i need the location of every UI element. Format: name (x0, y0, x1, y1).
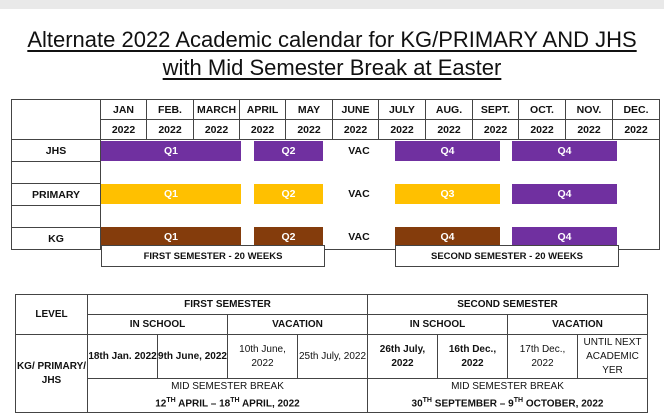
year-cell: 2022 (240, 120, 286, 140)
month-row (12, 100, 660, 120)
level-dates-table (15, 294, 648, 413)
vac-jhs: VAC (348, 145, 370, 157)
level-label-kg: KG (12, 228, 101, 250)
bar-kg-q2: Q2 (254, 227, 323, 247)
bar-jhs-q1: Q1 (101, 141, 241, 161)
level-header: LEVEL (16, 295, 88, 335)
year-cell: 2022 (379, 120, 426, 140)
ss-vac-end: UNTIL NEXT ACADEMIC YER (578, 335, 648, 379)
year-cell: 2022 (519, 120, 566, 140)
vac-kg: VAC (348, 231, 370, 243)
second-semester-header: SECOND SEMESTER (368, 295, 648, 315)
year-row (12, 120, 660, 140)
month-cell: APRIL (240, 100, 286, 120)
bar-kg-q4b: Q4 (512, 227, 617, 247)
vac-primary: VAC (348, 188, 370, 200)
title-line-2: with Mid Semester Break at Easter (162, 55, 502, 80)
corner-cell (12, 120, 101, 140)
bar-primary-q3: Q3 (395, 184, 500, 204)
month-cell: JUNE (333, 100, 379, 120)
fs-vac-start: 10th June, 2022 (228, 335, 298, 379)
first-mid-break-label: MID SEMESTER BREAK (171, 380, 284, 392)
fs-school-start: 18th Jan. 2022 (88, 335, 158, 379)
year-cell: 2022 (473, 120, 519, 140)
month-cell: OCT. (519, 100, 566, 120)
first-semester-label: FIRST SEMESTER - 20 WEEKS (101, 245, 325, 267)
second-mid-break-dates: 30TH SEPTEMBER – 9TH OCTOBER, 2022 (411, 396, 604, 410)
month-cell: JULY (379, 100, 426, 120)
ss-school-start: 26th July, 2022 (368, 335, 438, 379)
month-cell: SEPT. (473, 100, 519, 120)
month-cell: JAN (101, 100, 147, 120)
top-strip (0, 0, 664, 9)
ss-vac-start: 17th Dec., 2022 (508, 335, 578, 379)
bar-jhs-q4a: Q4 (395, 141, 500, 161)
month-cell: NOV. (566, 100, 613, 120)
month-cell: MAY (286, 100, 333, 120)
first-semester-header: FIRST SEMESTER (88, 295, 368, 315)
bar-primary-q4: Q4 (512, 184, 617, 204)
year-cell: 2022 (286, 120, 333, 140)
fs-in-school-header: IN SCHOOL (88, 315, 228, 335)
year-cell: 2022 (566, 120, 613, 140)
bar-kg-q1: Q1 (101, 227, 241, 247)
fs-school-end: 9th June, 2022 (158, 335, 228, 379)
year-cell: 2022 (613, 120, 660, 140)
bar-jhs-q4b: Q4 (512, 141, 617, 161)
ss-school-end: 16th Dec., 2022 (438, 335, 508, 379)
year-cell: 2022 (147, 120, 194, 140)
spacer-row (12, 206, 660, 228)
ss-in-school-header: IN SCHOOL (368, 315, 508, 335)
bar-primary-q1: Q1 (101, 184, 241, 204)
second-mid-break (368, 379, 648, 413)
year-cell: 2022 (194, 120, 240, 140)
level-value: KG/ PRIMARY/ JHS (16, 335, 88, 413)
ss-vacation-header: VACATION (508, 315, 648, 335)
month-cell: MARCH (194, 100, 240, 120)
title-line-1: Alternate 2022 Academic calendar for KG/PRIMARY AND JHS (27, 27, 637, 52)
bar-primary-q2: Q2 (254, 184, 323, 204)
fs-vac-end: 25th July, 2022 (298, 335, 368, 379)
month-cell: DEC. (613, 100, 660, 120)
month-cell: AUG. (426, 100, 473, 120)
second-mid-break-label: MID SEMESTER BREAK (451, 380, 564, 392)
fs-vacation-header: VACATION (228, 315, 368, 335)
first-mid-break (88, 379, 368, 413)
corner-cell (12, 100, 101, 120)
month-cell: FEB. (147, 100, 194, 120)
year-cell: 2022 (426, 120, 473, 140)
year-cell: 2022 (333, 120, 379, 140)
year-cell: 2022 (101, 120, 147, 140)
first-mid-break-dates: 12TH APRIL – 18TH APRIL, 2022 (155, 396, 300, 410)
bar-kg-q4a: Q4 (395, 227, 500, 247)
second-semester-label: SECOND SEMESTER - 20 WEEKS (395, 245, 619, 267)
level-label-primary: PRIMARY (12, 184, 101, 206)
spacer-row (12, 162, 660, 184)
level-label-jhs: JHS (12, 140, 101, 162)
bar-jhs-q2: Q2 (254, 141, 323, 161)
page-title (0, 26, 664, 82)
